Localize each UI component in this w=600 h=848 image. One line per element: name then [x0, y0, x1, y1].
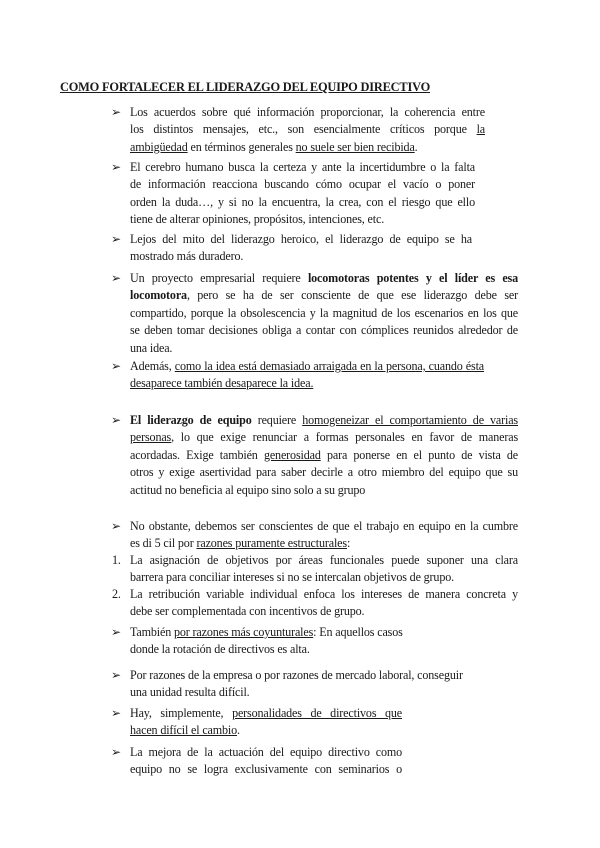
bullet-item [111, 624, 460, 659]
text-line: es di 5 cil por razones puramente estructurales: [130, 536, 351, 551]
text-line: equipo no se logra exclusivamente con seminarios o [130, 762, 402, 777]
text-line: tiene de alterar opiniones, propósitos, intenciones, etc. [130, 212, 385, 227]
text-line: actitud no beneficia al equipo sino solo a su grupo [130, 482, 366, 497]
arrowhead-bullet-icon: ➢ [111, 413, 121, 427]
text-line: Por razones de la empresa o por razones de mercado laboral, conseguir [130, 668, 463, 682]
text-line: personas, lo que exige renunciar a formas personales en favor de maneras [130, 430, 518, 445]
document-title: COMO FORTALECER EL LIDERAZGO DEL EQUIPO DIRECTIVO [60, 80, 431, 94]
text-line: La mejora de la actuación del equipo directivo como [130, 745, 402, 759]
numbered-item [112, 552, 518, 587]
arrowhead-bullet-icon: ➢ [111, 519, 121, 533]
text-line: locomotora, pero se ha de ser consciente de que ese liderazgo debe ser [130, 288, 518, 303]
text-line: debe ser complementada con incentivos de grupo. [130, 604, 365, 619]
arrowhead-bullet-icon: ➢ [111, 105, 121, 119]
text-line: barrera para conciliar intereses si no se intercalan objetivos de grupo. [130, 570, 454, 585]
text-line: orden la duda…, y si no la encuentra, la crea, con el riesgo que ello [130, 194, 475, 209]
bullet-item [111, 231, 472, 266]
text-line: El cerebro humano busca la certeza y ante la incertidumbre o la falta [130, 160, 475, 174]
arrowhead-bullet-icon: ➢ [111, 232, 121, 246]
text-line: Hay, simplemente, personalidades de directivos que [130, 706, 403, 720]
arrowhead-bullet-icon: ➢ [111, 706, 121, 720]
text-line: acordadas. Exige también generosidad para ponerse en el punto de vista de [130, 447, 519, 462]
text-line: donde la rotación de directivos es alta. [130, 642, 310, 657]
arrowhead-bullet-icon: ➢ [111, 745, 121, 759]
text-line: compartido, porque la obsolescencia y la magnitud de los escenarios en los que [130, 305, 518, 320]
item-number: 1. [112, 553, 121, 567]
text-line: desaparece también desaparece la idea. [130, 376, 314, 391]
text-line: ambigüedad en términos generales no suele ser bien recibida. [130, 139, 418, 154]
text-line: mostrado más duradero. [130, 249, 244, 264]
numbered-item [112, 586, 518, 621]
text-line: Un proyecto empresarial requiere locomotoras potentes y el líder es esa [130, 271, 518, 285]
text-line: No obstante, debemos ser conscientes de que el trabajo en equipo en la cumbre [130, 519, 518, 533]
item-number: 2. [112, 587, 121, 601]
text-line: otros y exige asertividad para saber decirle a otro miembro del equipo que su [130, 465, 518, 480]
text-line: Los acuerdos sobre qué información proporcionar, la coherencia entre [130, 105, 485, 119]
text-line: La asignación de objetivos por áreas funcionales puede suponer una clara [130, 553, 518, 567]
text-line: hacen difícil el cambio. [130, 723, 240, 738]
arrowhead-bullet-icon: ➢ [111, 271, 121, 285]
bullet-item [111, 358, 484, 393]
text-line: También por razones más coyunturales: En aquellos casos [130, 625, 403, 639]
text-line: se deben tomar decisiones obliga a contar con cómplices reunidos alrededor de [130, 323, 518, 338]
text-line: una idea. [130, 340, 173, 355]
arrowhead-bullet-icon: ➢ [111, 160, 121, 174]
arrowhead-bullet-icon: ➢ [111, 625, 121, 639]
text-line: una unidad resulta difícil. [130, 685, 250, 700]
text-line: La retribución variable individual enfoca los intereses de manera concreta y [130, 587, 518, 601]
text-line: los distintos mensajes, etc., son esencialmente críticos porque la [130, 122, 485, 137]
bullet-item [111, 412, 519, 499]
bullet-item [111, 744, 402, 779]
bullet-item [111, 667, 480, 702]
arrowhead-bullet-icon: ➢ [111, 359, 121, 373]
text-line: Además, como la idea está demasiado arraigada en la persona, cuando ésta [130, 359, 484, 373]
bullet-item [111, 104, 485, 156]
bullet-item [111, 159, 475, 229]
bullet-item [111, 705, 403, 740]
text-line: El liderazgo de equipo requiere homogeneizar el comportamiento de varias [130, 413, 518, 427]
arrowhead-bullet-icon: ➢ [111, 668, 121, 682]
text-line: de información reacciona buscando cómo ocupar el vacío o poner [130, 177, 475, 192]
bullet-item [111, 518, 518, 553]
text-line: Lejos del mito del liderazgo heroico, el liderazgo de equipo se ha [130, 232, 472, 246]
bullet-item [111, 270, 518, 357]
